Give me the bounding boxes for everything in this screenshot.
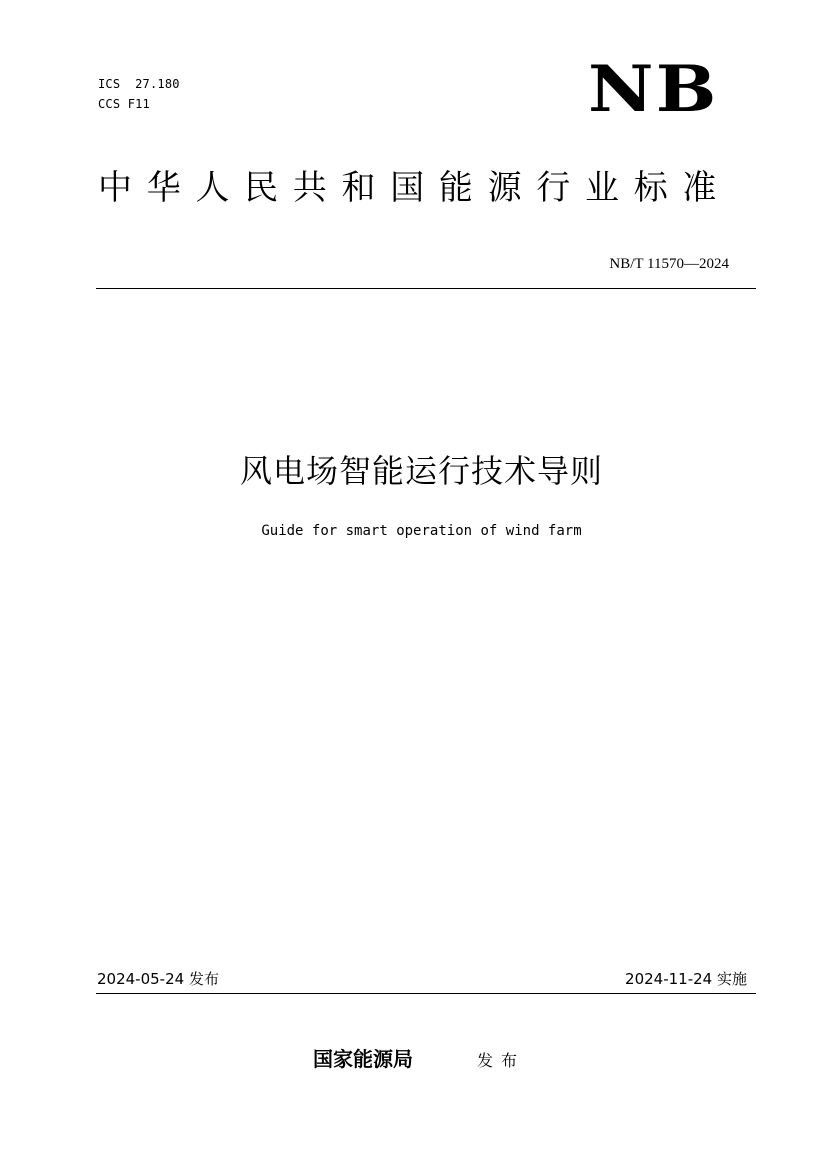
ccs-code: CCS F11 [98, 97, 150, 111]
nb-logo: NB [588, 52, 719, 127]
effective-date: 2024-11-24 实施 [625, 970, 747, 988]
standard-type-heading: 中华人民共和国能源行业标准 [98, 168, 732, 208]
classification-codes [98, 74, 180, 114]
publish-label: 发布 [477, 1051, 526, 1070]
document-title-chinese: 风电场智能运行技术导则 [239, 452, 603, 490]
standard-number: NB/T 11570—2024 [609, 256, 729, 272]
top-divider [96, 288, 756, 289]
publisher-name: 国家能源局 [313, 1047, 413, 1071]
bottom-divider [96, 993, 756, 994]
issue-date: 2024-05-24 发布 [97, 970, 219, 988]
document-title-english: Guide for smart operation of wind farm [261, 523, 582, 539]
ics-code: ICS 27.180 [98, 77, 180, 91]
